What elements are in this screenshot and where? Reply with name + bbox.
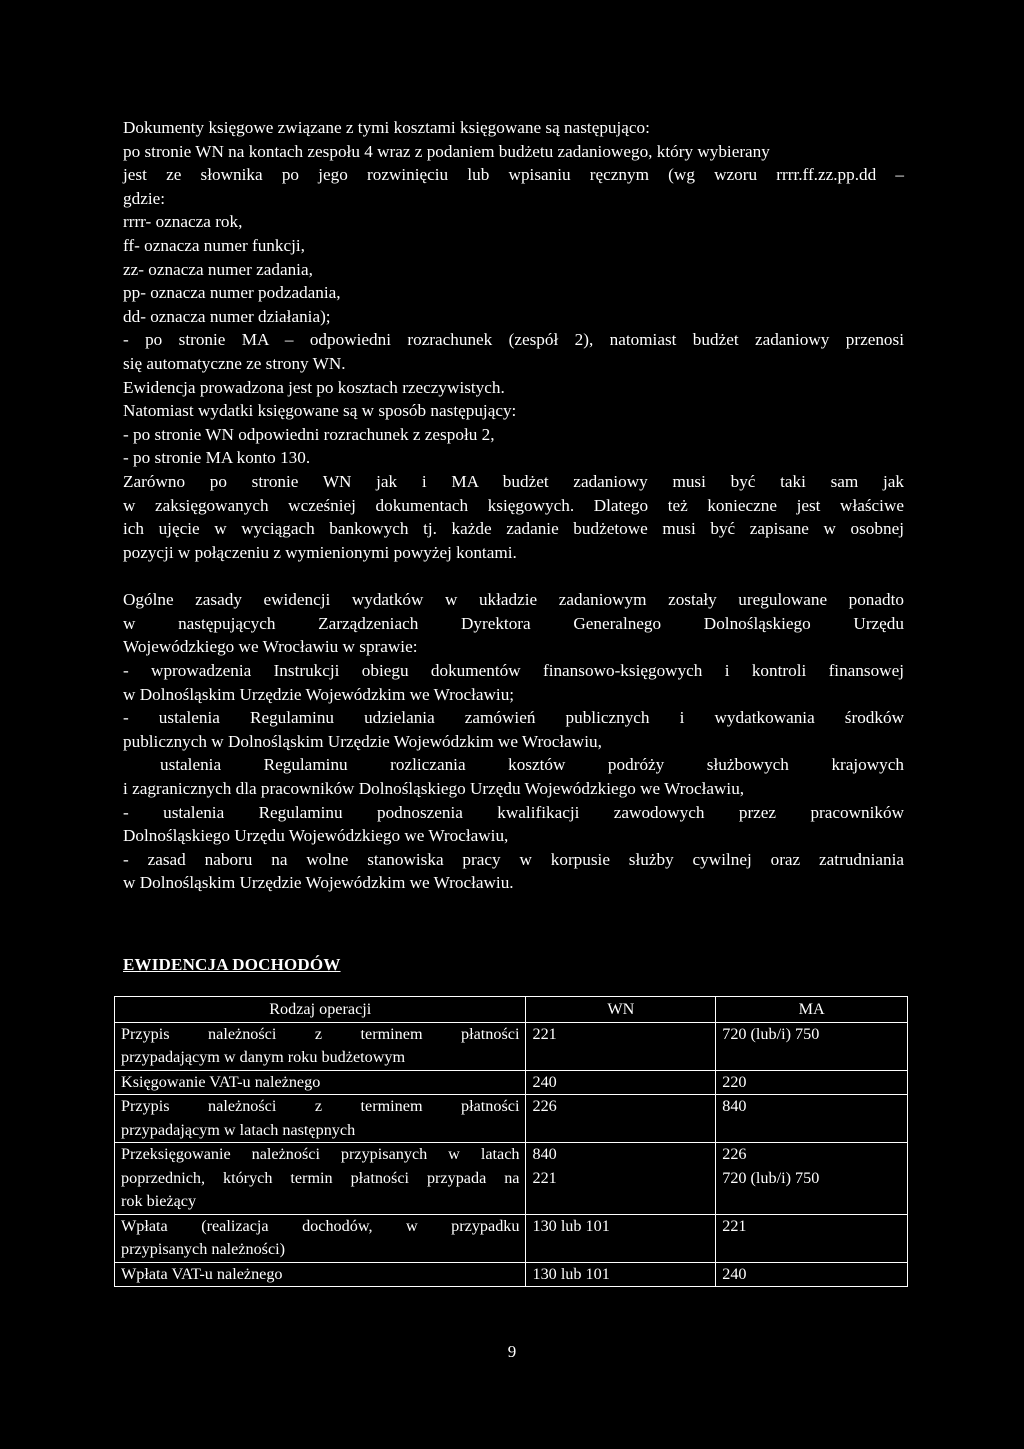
ma-cell xyxy=(716,1143,908,1215)
ma-cell: 220 xyxy=(716,1070,908,1095)
ma-cell: 840 xyxy=(716,1095,908,1143)
text-line: się automatyczne ze strony WN. xyxy=(123,353,346,373)
operation-cell: Wpłata VAT-u należnego xyxy=(115,1262,526,1287)
wn-cell: 240 xyxy=(526,1070,716,1095)
operation-cell xyxy=(115,1143,526,1215)
accounting-table xyxy=(114,996,908,1287)
text-line: - wprowadzenia Instrukcji obiegu dokumentów finansowo-księgowych i kontroli finansowej xyxy=(123,661,904,681)
cell-text: 221 xyxy=(532,1168,557,1187)
cell-text: przypisanych należności) xyxy=(121,1240,286,1258)
operation-cell xyxy=(115,1214,526,1262)
text-line: - ustalenia Regulaminu podnoszenia kwalifikacji zawodowych przez pracowników xyxy=(123,802,904,822)
cell-text: poprzednich, których termin płatności przypada na xyxy=(121,1168,520,1187)
text-line: w następujących Zarządzeniach Dyrektora Generalnego Dolnośląskiego Urzędu xyxy=(123,613,904,633)
text-line: dd- oznacza numer działania); xyxy=(123,306,331,326)
text-line: pozycji w połączeniu z wymienionymi powyżej kontami. xyxy=(123,542,517,562)
text-line: w Dolnośląskim Urzędzie Wojewódzkim we Wrocławiu. xyxy=(123,873,514,893)
column-header: Rodzaj operacji xyxy=(115,997,526,1023)
cell-text: Przypis należności z terminem płatności xyxy=(121,1024,520,1043)
text-line: - zasad naboru na wolne stanowiska pracy w korpusie służby cywilnej oraz zatrudniania xyxy=(123,849,904,869)
text-line: Dolnośląskiego Urzędu Wojewódzkiego we Wrocławiu, xyxy=(123,826,509,846)
text-line: - po stronie MA – odpowiedni rozrachunek (zespół 2), natomiast budżet zadaniowy przenosi xyxy=(123,330,904,350)
text-line: po stronie WN na kontach zespołu 4 wraz z podaniem budżetu zadaniowego, który wybierany xyxy=(123,141,770,161)
text-line: ich ujęcie w wyciągach bankowych tj. każde zadanie budżetowe musi być zapisane w osobnej xyxy=(123,519,904,539)
text-line: i zagranicznych dla pracowników Dolnośląskiego Urzędu Wojewódzkiego we Wrocławiu, xyxy=(123,779,745,799)
cell-text: przypadającym w latach następnych xyxy=(121,1120,356,1139)
text-line: Ewidencja prowadzona jest po kosztach rzeczywistych. xyxy=(123,377,505,397)
operation-cell: Księgowanie VAT-u należnego xyxy=(115,1070,526,1095)
operation-cell xyxy=(115,1022,526,1070)
column-header: MA xyxy=(716,997,908,1023)
text-line: w zaksięgowanych wcześniej dokumentach księgowych. Dlatego też konieczne jest właściwe xyxy=(123,495,904,515)
table-row xyxy=(115,1262,908,1287)
page-number: 9 xyxy=(507,1342,517,1361)
text-line: - ustalenia Regulaminu udzielania zamówień publicznych i wydatkowania środków xyxy=(123,708,904,728)
text-line: w Dolnośląskim Urzędzie Wojewódzkim we Wrocławiu; xyxy=(123,684,515,704)
document-body xyxy=(123,116,904,895)
cell-text: 226 xyxy=(722,1145,747,1163)
ma-cell: 221 xyxy=(716,1214,908,1262)
cell-text: 720 (lub/i) 750 xyxy=(722,1168,820,1187)
paragraph-gap xyxy=(123,564,904,588)
text-line: gdzie: xyxy=(123,188,165,208)
column-header: WN xyxy=(526,997,716,1023)
text-line: Dokumenty księgowe związane z tymi kosztami księgowane są następująco: xyxy=(123,118,650,137)
table-row xyxy=(115,1214,908,1262)
text-line: rrrr- oznacza rok, xyxy=(123,212,243,232)
text-line: Ogólne zasady ewidencji wydatków w układzie zadaniowym zostały uregulowane ponadto xyxy=(123,590,904,610)
wn-cell: 226 xyxy=(526,1095,716,1143)
text-line: ustalenia Regulaminu rozliczania kosztów podróży służbowych krajowych xyxy=(160,755,904,775)
wn-cell: 221 xyxy=(526,1022,716,1070)
wn-cell: 130 lub 101 xyxy=(526,1214,716,1262)
table-header-row xyxy=(115,997,908,1023)
table-row xyxy=(115,1095,908,1143)
table-row xyxy=(115,1070,908,1095)
text-line: ff- oznacza numer funkcji, xyxy=(123,235,305,255)
text-line: Zarówno po stronie WN jak i MA budżet zadaniowy musi być taki sam jak xyxy=(123,471,904,491)
text-line: - po stronie WN odpowiedni rozrachunek z zespołu 2, xyxy=(123,424,495,444)
text-line: jest ze słownika po jego rozwinięciu lub wpisaniu ręcznym (wg wzoru rrrr.ff.zz.pp.dd – xyxy=(123,165,904,185)
text-line: Natomiast wydatki księgowane są w sposób następujący: xyxy=(123,401,517,421)
wn-cell xyxy=(526,1143,716,1215)
cell-text: 840 xyxy=(532,1145,557,1163)
cell-text: Przeksięgowanie należności przypisanych w latach xyxy=(121,1145,520,1163)
cell-text: Wpłata (realizacja dochodów, w przypadku xyxy=(121,1216,520,1235)
cell-text: przypadającym w danym roku budżetowym xyxy=(121,1048,406,1066)
ma-cell: 720 (lub/i) 750 xyxy=(716,1022,908,1070)
text-line: zz- oznacza numer zadania, xyxy=(123,259,313,279)
text-line: publicznych w Dolnośląskim Urzędzie Wojewódzkim we Wrocławiu, xyxy=(123,731,602,751)
wn-cell: 130 lub 101 xyxy=(526,1262,716,1287)
table-row xyxy=(115,1022,908,1070)
text-line: - po stronie MA konto 130. xyxy=(123,448,311,468)
cell-text: Przypis należności z terminem płatności xyxy=(121,1097,520,1115)
text-line: Wojewódzkiego we Wrocławiu w sprawie: xyxy=(123,637,418,657)
cell-text: rok bieżący xyxy=(121,1192,197,1210)
table-row xyxy=(115,1143,908,1215)
operation-cell xyxy=(115,1095,526,1143)
ma-cell: 240 xyxy=(716,1262,908,1287)
text-line: pp- oznacza numer podzadania, xyxy=(123,283,341,303)
section-title: EWIDENCJA DOCHODÓW xyxy=(123,955,341,974)
